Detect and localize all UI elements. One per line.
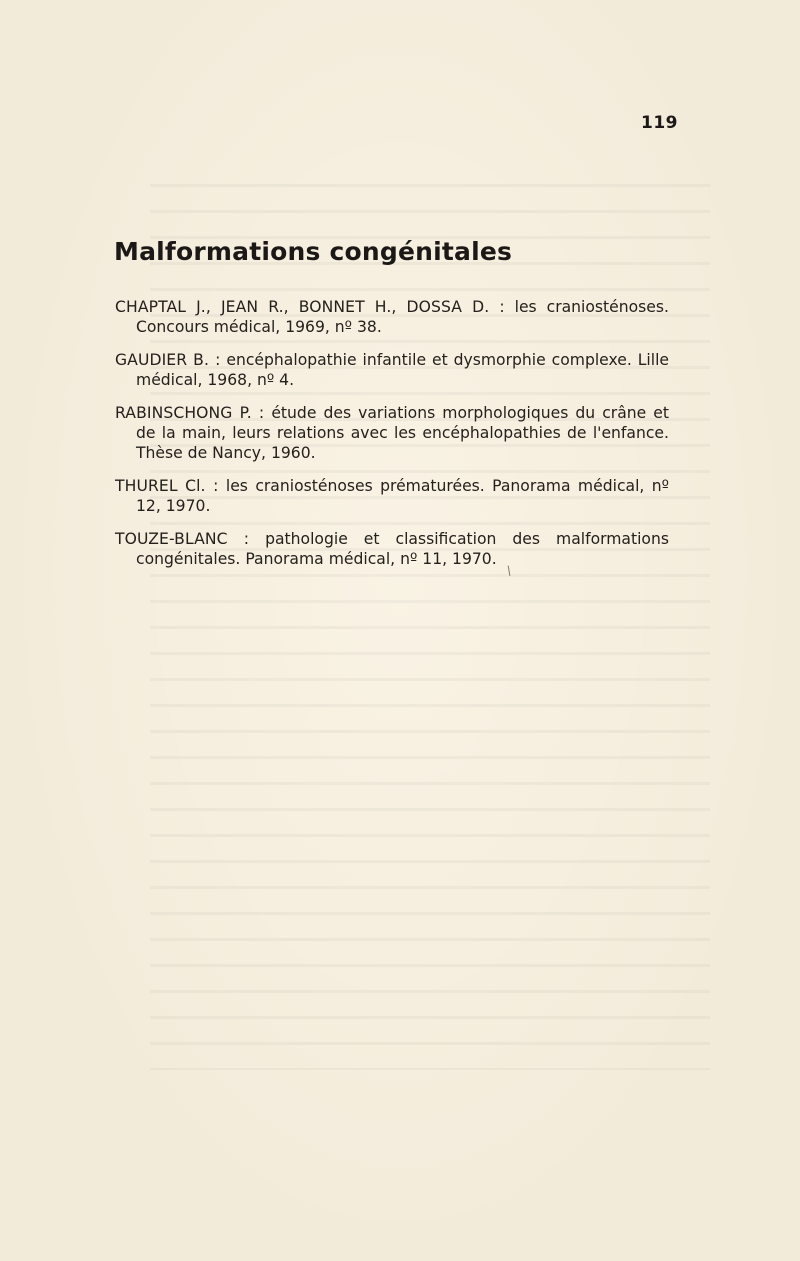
reference-author: TOUZE-BLANC : (115, 530, 250, 548)
reference-list (115, 297, 669, 582)
reference-item (115, 297, 669, 337)
stray-pencil-mark: \ (506, 563, 513, 578)
section-title: Malformations congénitales (114, 236, 513, 266)
reference-author: RABINSCHONG P. : (115, 404, 265, 422)
reference-text: étude des variations morphologiques du crâne et de la main, leurs relations avec les encéphalopathies de l'enfance. Thèse de Nancy, 1960. (136, 404, 669, 462)
page-number: 119 (641, 113, 678, 133)
reference-text: encéphalopathie infantile et dysmorphie complexe. Lille médical, 1968, nº 4. (136, 351, 670, 389)
reference-text: les craniosténoses. Concours médical, 1969, nº 38. (136, 298, 669, 336)
reference-item (115, 350, 669, 390)
reference-item (115, 529, 669, 569)
reference-author: GAUDIER B. : (115, 351, 221, 369)
reference-text: pathologie et classification des malformations congénitales. Panorama médical, nº 11, 1970. (136, 530, 669, 568)
reference-author: THUREL Cl. : (115, 477, 219, 495)
reference-text: les craniosténoses prématurées. Panorama médical, nº 12, 1970. (136, 477, 669, 515)
reference-item (115, 403, 669, 463)
reference-author: CHAPTAL J., JEAN R., BONNET H., DOSSA D. : (115, 298, 505, 316)
reference-item (115, 476, 669, 516)
